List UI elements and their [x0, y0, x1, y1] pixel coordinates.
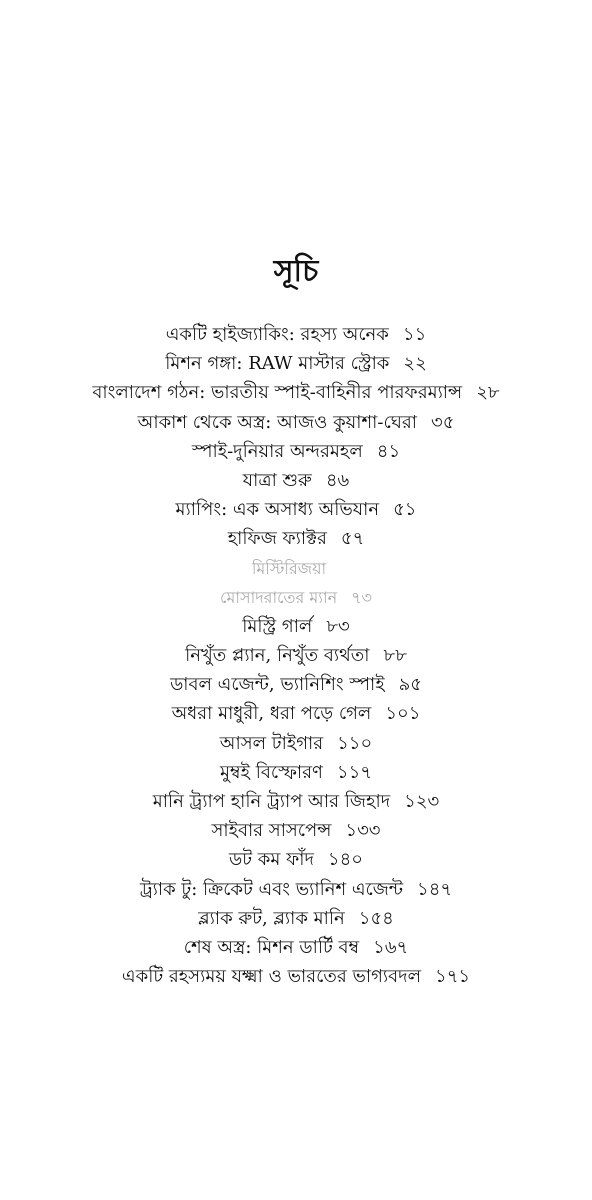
toc-entry: [0, 933, 592, 962]
toc-entry-page: ২২: [403, 353, 427, 375]
toc-entry: [0, 437, 592, 466]
toc-entry: [0, 816, 592, 845]
toc-title: সূচি: [273, 254, 319, 289]
toc-entry: [0, 524, 592, 553]
toc-entry-page: ১১: [402, 324, 427, 345]
toc-entry-page: ৫১: [393, 499, 417, 521]
toc-entry: [0, 787, 592, 816]
toc-entry-title: মুম্বই বিস্ফোরণ: [220, 761, 323, 783]
toc-entry-page: ৯৫: [398, 674, 422, 696]
toc-entry-title: স্পাই-দুনিয়ার অন্দরমহল: [191, 440, 363, 462]
toc-entry: [0, 495, 592, 524]
toc-entry-title: শেষ অস্ত্র: মিশন ডার্টি বম্ব: [183, 936, 360, 958]
toc-entry-page: ১৫৪: [358, 907, 394, 929]
toc-entry: [0, 845, 592, 874]
toc-entry: [0, 875, 592, 904]
toc-entry: [0, 466, 592, 495]
toc-entry-title: বাংলাদেশ গঠন: ভারতীয় স্পাই-বাহিনীর পারফরম্যান্স: [92, 382, 463, 404]
toc-entry-page: ৩৫: [431, 411, 455, 433]
toc-entry-title: একটি হাইজ্যাকিং: রহস্য অনেক: [165, 324, 389, 345]
toc-entry-page: ১৪৭: [417, 878, 453, 900]
toc-entry: [0, 699, 592, 728]
toc-entry-title: আকাশ থেকে অস্ত্র: আজও কুয়াশা-ঘেরা: [137, 411, 418, 433]
toc-entry: [0, 612, 592, 641]
toc-entry-title: মানি ট্র্যাপ হানি ট্র্যাপ আর জিহাদ: [152, 791, 391, 812]
toc-entry-title: মিস্টিরিজয়া: [251, 558, 327, 578]
toc-entry-page: ৪৬: [325, 469, 350, 491]
toc-entry-page: ৫৭: [340, 528, 365, 550]
toc-entry-title: যাত্রা শুরু: [242, 469, 312, 491]
toc-entry-title: মিস্ট্রি গার্ল: [242, 615, 313, 637]
toc-entry-page: ১৭১: [435, 966, 471, 988]
toc-entry: [0, 904, 592, 933]
toc-entry-page: ১৪০: [327, 849, 363, 871]
toc-entry-title: ব্ল্যাক রুট, ব্ল্যাক মানি: [198, 907, 345, 929]
toc-entry-page: ১৬৭: [373, 936, 409, 958]
toc-entry: [0, 408, 592, 437]
toc-entry-page: ১০১: [385, 703, 421, 725]
toc-entry: [0, 320, 592, 349]
toc-entry-title: ম্যাপিং: এক অসাধ্য অভিযান: [175, 499, 380, 521]
toc-entry: [0, 641, 592, 670]
toc-entry-page: ১২৩: [404, 791, 440, 812]
toc-entry-title: ডট কম ফাঁদ: [229, 849, 314, 871]
toc-entry-page: ৮৩: [326, 615, 350, 637]
toc-entry-title: একটি রহস্যময় যক্ষ্মা ও ভারতের ভাগ্যবদল: [121, 966, 422, 988]
toc-entry-faded: [0, 583, 592, 612]
toc-entry-title: ডাবল এজেন্ট, ভ্যানিশিং স্পাই: [170, 674, 385, 696]
toc-entry-title: হাফিজ ফ্যাক্টর: [227, 528, 327, 550]
toc-entry: [0, 670, 592, 699]
toc-entry-title: অধরা মাধুরী, ধরা পড়ে গেল: [171, 703, 372, 725]
toc-entry-title: ট্র্যাক টু: ক্রিকেট এবং ভ্যানিশ এজেন্ট: [139, 878, 404, 900]
toc-entry: [0, 962, 592, 991]
toc-entry-page: ১১০: [337, 732, 373, 754]
toc-entry-title: মোসাদরাতের ম্যান: [220, 587, 338, 607]
toc-entry-title: মিশন গঙ্গা: RAW মাস্টার স্ট্রোক: [165, 353, 390, 375]
toc-entry-page: ১১৭: [336, 761, 372, 783]
toc-entry-title: আসল টাইগার: [219, 732, 324, 754]
toc-entry: [0, 349, 592, 378]
toc-entry-faded: [0, 554, 592, 583]
toc-entry-page: ২৮: [476, 382, 500, 404]
toc-entry-title: নিখুঁত প্ল্যান, নিখুঁত ব্যর্থতা: [185, 645, 370, 667]
toc-entry-page: ১৩৩: [345, 820, 381, 842]
toc-entry-page: ৭৩: [351, 587, 372, 607]
toc-list: [0, 320, 592, 991]
toc-entry-page: ৪১: [376, 440, 401, 462]
toc-entry-title: সাইবার সাসপেন্স: [211, 820, 332, 842]
toc-entry: [0, 758, 592, 787]
toc-entry: [0, 729, 592, 758]
toc-entry: [0, 378, 592, 407]
toc-entry-page: ৮৮: [383, 645, 407, 667]
